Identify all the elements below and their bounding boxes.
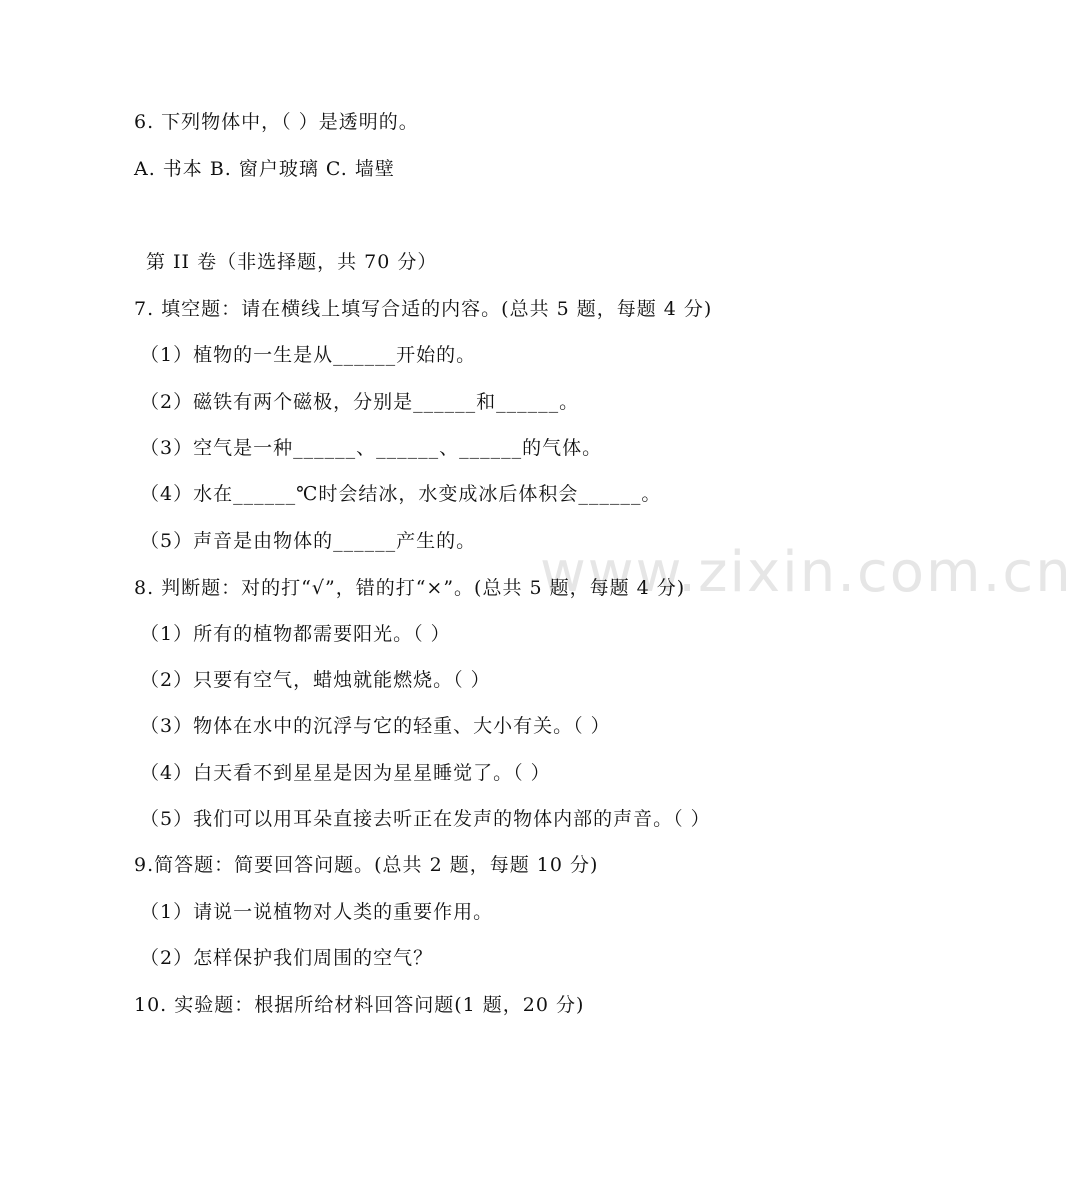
part-2-title: 第 II 卷（非选择题，共 70 分） <box>146 251 438 273</box>
question-10-title: 10. 实验题：根据所给材料回答问题(1 题，20 分) <box>134 994 585 1016</box>
question-6-text: 6. 下列物体中，（ ）是透明的。 <box>134 111 419 133</box>
question-9-item-1: （1）请说一说植物对人类的重要作用。 <box>140 901 494 923</box>
question-7-item-2: （2）磁铁有两个磁极，分别是______和______。 <box>140 391 580 413</box>
question-7-item-3: （3）空气是一种______、______、______的气体。 <box>140 437 603 459</box>
question-6-options: A. 书本 B. 窗户玻璃 C. 墙壁 <box>134 158 395 180</box>
question-8-item-1: （1）所有的植物都需要阳光。（ ） <box>140 623 451 645</box>
question-9-item-2: （2）怎样保护我们周围的空气？ <box>140 947 434 969</box>
question-7-item-1: （1）植物的一生是从______开始的。 <box>140 344 477 366</box>
question-8-item-2: （2）只要有空气，蜡烛就能燃烧。（ ） <box>140 669 491 691</box>
question-8-item-3: （3）物体在水中的沉浮与它的轻重、大小有关。（ ） <box>140 715 611 737</box>
question-7-item-5: （5）声音是由物体的______产生的。 <box>140 530 477 552</box>
question-8-item-4: （4）白天看不到星星是因为星星睡觉了。（ ） <box>140 762 551 784</box>
question-7-title: 7. 填空题：请在横线上填写合适的内容。(总共 5 题，每题 4 分) <box>134 298 713 320</box>
question-7-item-4: （4）水在______℃时会结冰，水变成冰后体积会______。 <box>140 483 662 505</box>
watermark-text: www.zixin.com.cn <box>540 540 1073 605</box>
question-8-item-5: （5）我们可以用耳朵直接去听正在发声的物体内部的声音。（ ） <box>140 808 711 830</box>
question-9-title: 9.简答题：简要回答问题。(总共 2 题，每题 10 分) <box>134 854 599 876</box>
question-8-title: 8. 判断题：对的打“√”，错的打“×”。(总共 5 题，每题 4 分) <box>134 577 686 599</box>
